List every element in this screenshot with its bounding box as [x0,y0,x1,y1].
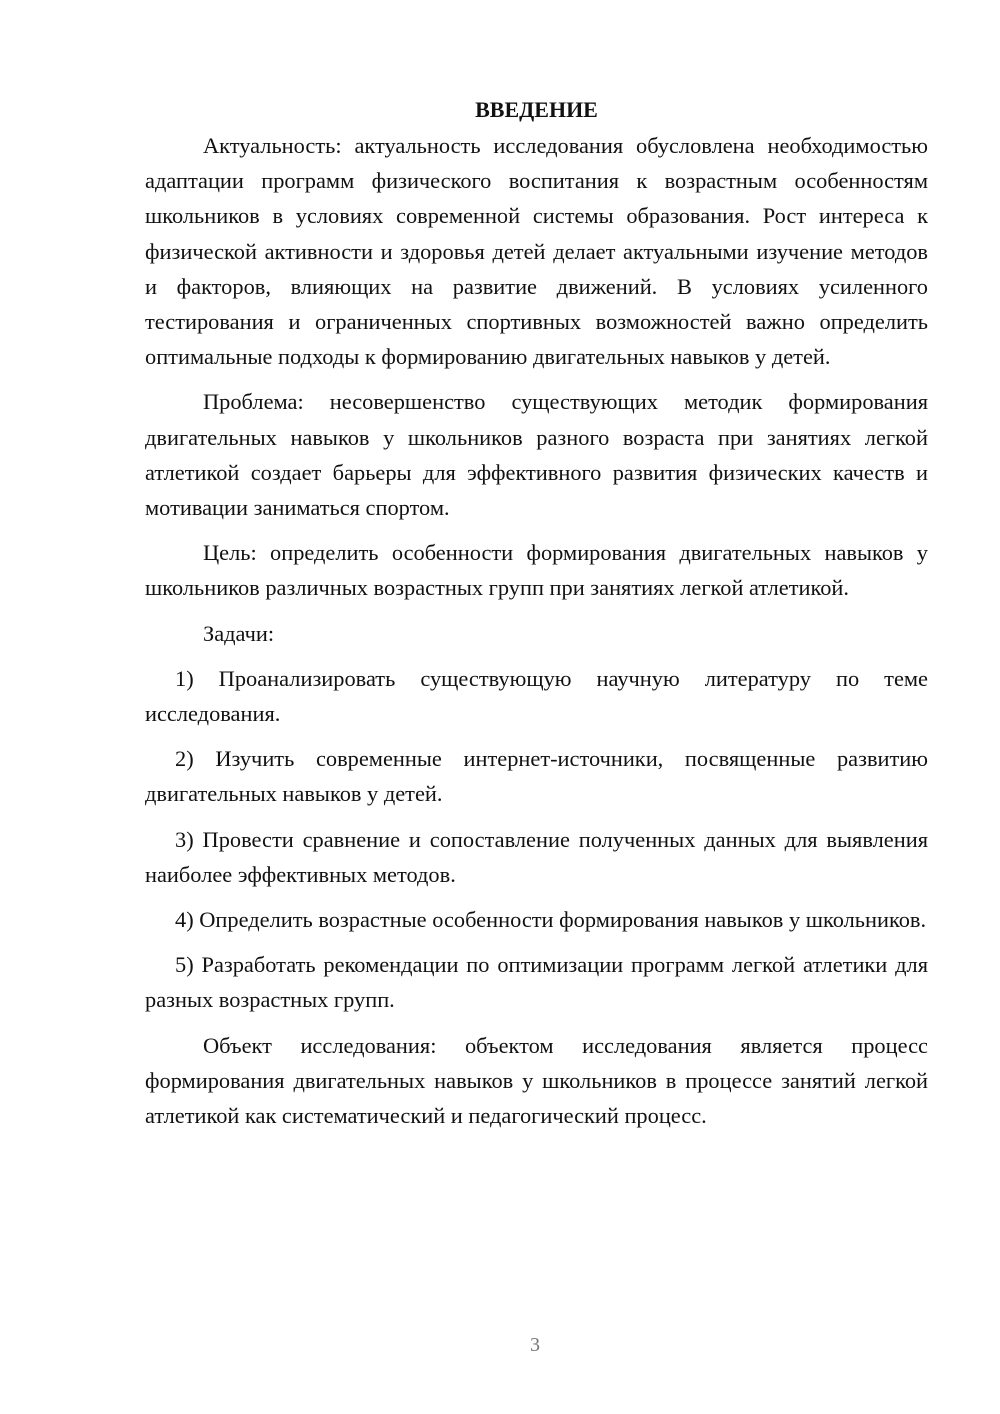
section-heading: ВВЕДЕНИЕ [475,97,598,122]
task-item: 2) Изучить современные интернет-источники, посвященные развитию двигательных навыков у детей. [145,746,928,807]
task-item: 3) Провести сравнение и сопоставление полученных данных для выявления наиболее эффективных методов. [145,826,928,887]
tasks-label: Задачи: [203,620,275,646]
goal-paragraph: Цель: определить особенности формирования двигательных навыков у школьников различных возрастных групп при занятиях легкой атлетикой. [145,540,928,601]
task-item: 1) Проанализировать существующую научную литературу по теме исследования. [145,665,928,727]
object-paragraph: Объект исследования: объектом исследования является процесс формирования двигательных навыков у школьников в процессе занятий легкой атлетикой как систематический и педагогический процесс. [145,1032,928,1129]
problem-paragraph: Проблема: несовершенство существующих методик формирования двигательных навыков у школьников разного возраста при занятиях легкой атлетикой создает барьеры для эффективного развития физических качеств и мотивации заниматься спортом. [145,389,928,521]
relevance-paragraph: Актуальность: актуальность исследования обусловлена необходимостью адаптации программ физического воспитания к возрастным особенностям школьников в условиях современной системы образования. Рост интереса к физической активности и здоровья детей делает актуальными изучение методов и факторов, влияющих на развитие движений. В условиях усиленного тестирования и ограниченных спортивных возможностей важно определить оптимальные подходы к формированию двигательных навыков у детей. [145,133,928,370]
task-item: 4) Определить возрастные особенности формирования навыков у школьников. [175,907,927,933]
page-number: 3 [530,1334,540,1356]
task-item: 5) Разработать рекомендации по оптимизации программ легкой атлетики для разных возрастных групп. [145,952,928,1013]
document-page [145,92,928,1143]
